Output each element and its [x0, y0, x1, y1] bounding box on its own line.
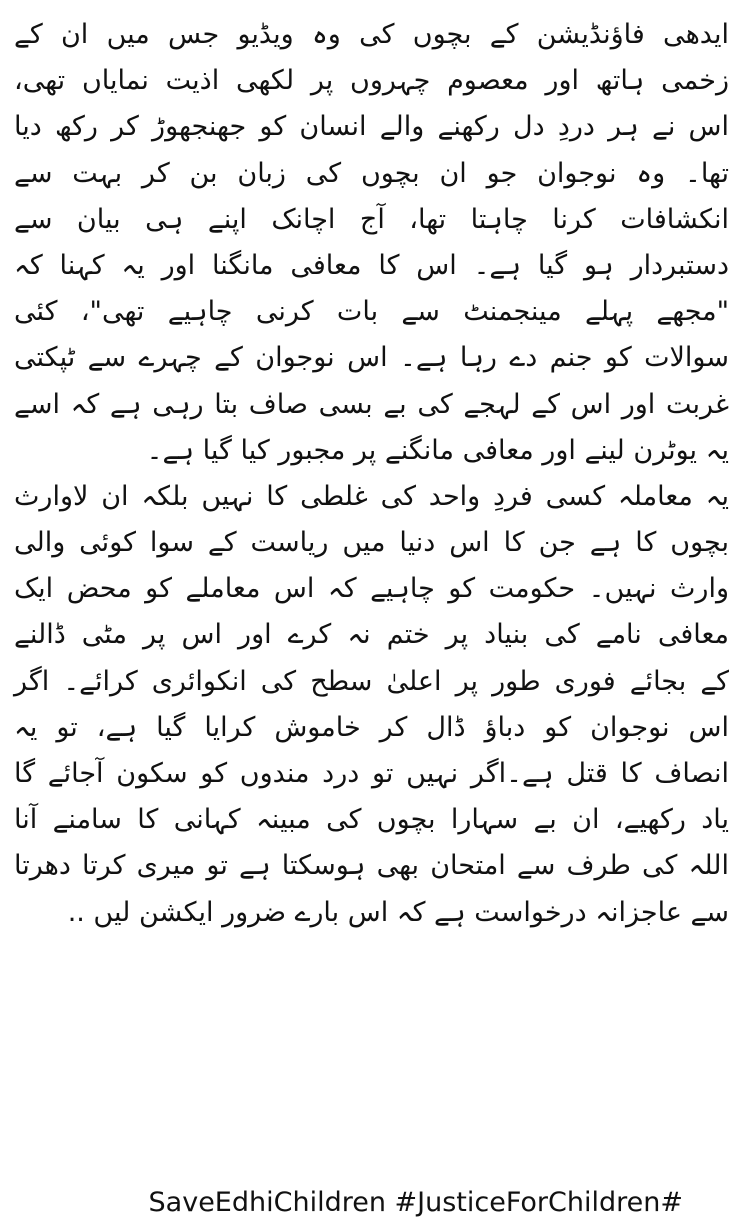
text-line: انکشافات کرنا چاہتا تھا، آج اچانک اپنے ہی بیان سے: [14, 203, 729, 235]
text-line: یاد رکھیے، ان بے سہارا بچوں کی مبینہ کہانی کا سامنے آنا: [14, 804, 729, 836]
cut-off-text-line: #SaveEdhiChildren #JusticeForChildren: [148, 1187, 683, 1218]
text-line: بچوں کا ہے جن کا اس دنیا میں ریاست کے سوا کوئی والی: [14, 527, 729, 559]
text-line: "مجھے پہلے مینجمنٹ سے بات کرنی چاہیے تھی"، کئی: [14, 296, 729, 328]
article-body: [14, 12, 729, 936]
text-line: وارث نہیں۔ حکومت کو چاہیے کہ اس معاملے کو محض ایک: [14, 573, 729, 605]
text-line: سوالات کو جنم دے رہا ہے۔ اس نوجوان کے چہرے سے ٹپکتی: [14, 342, 729, 374]
text-line: زخمی ہاتھ اور معصوم چہروں پر لکھی اذیت نمایاں تھی،: [14, 65, 729, 97]
text-line: اللہ کی طرف سے امتحان بھی ہوسکتا ہے تو میری کرتا دھرتا: [14, 850, 729, 882]
text-line: ایدھی فاؤنڈیشن کے بچوں کی وہ ویڈیو جس میں ان کے: [14, 19, 729, 50]
paragraph-2: [14, 474, 729, 936]
text-line: کے بجائے فوری طور پر اعلیٰ سطح کی انکوائری کرائے۔ اگر: [14, 665, 729, 697]
text-line: تھا۔ وہ نوجوان جو ان بچوں کی زبان بن کر بہت سے: [14, 157, 729, 189]
text-line: یہ معاملہ کسی فردِ واحد کی غلطی کا نہیں بلکہ ان لاوارث: [14, 480, 729, 512]
text-line: دستبردار ہو گیا ہے۔ اس کا معافی مانگنا اور یہ کہنا کہ: [14, 249, 729, 281]
text-line: غربت اور اس کے لہجے کی بے بسی صاف بتا رہی ہے کہ اسے: [14, 388, 729, 420]
text-line: انصاف کا قتل ہے۔اگر نہیں تو درد مندوں کو سکون آجائے گا: [14, 758, 729, 789]
text-line: یہ یوٹرن لینے اور معافی مانگنے پر مجبور کیا گیا ہے۔: [146, 434, 729, 466]
text-line: سے عاجزانہ درخواست ہے کہ اس بارے ضرور ایکشن لیں ..: [67, 896, 729, 928]
text-line: اس نوجوان کو دباؤ ڈال کر خاموش کرایا گیا ہے، تو یہ: [14, 711, 729, 743]
paragraph-1: [14, 12, 729, 474]
text-line: معافی نامے کی بنیاد پر ختم نہ کرے اور اس پر مٹی ڈالنے: [14, 619, 729, 651]
text-line: اس نے ہر دردِ دل رکھنے والے انسان کو جھنجھوڑ کر رکھ دیا: [14, 111, 729, 143]
